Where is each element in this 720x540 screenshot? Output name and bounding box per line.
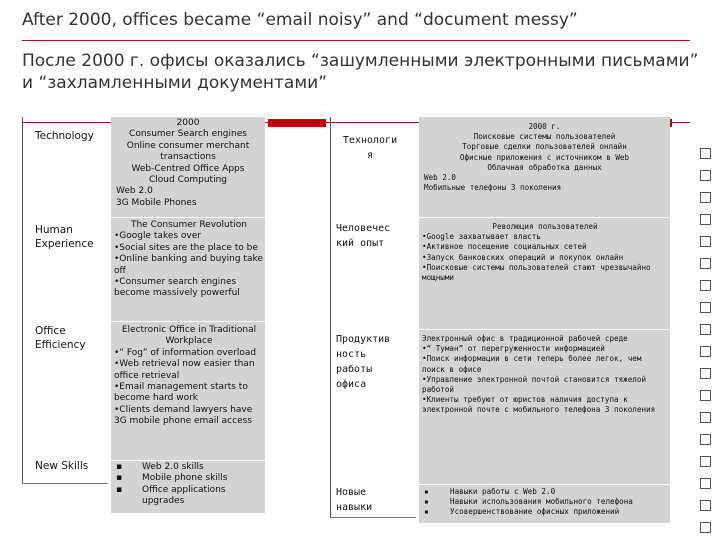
- title-divider: [22, 40, 690, 41]
- human-experience-cell: [114, 220, 264, 300]
- ru-tech-item: Web 2.0: [424, 173, 457, 183]
- human-item: •Social sites are the place to be: [114, 242, 258, 253]
- office-item: •Clients demand lawyers have 3G mobile phone email access: [114, 404, 253, 427]
- office-item: •Email management starts to become hard work: [114, 382, 248, 404]
- ru-office-item: •“ Туман” от перегруженности информацией: [422, 344, 605, 354]
- tech-item: Online consumer merchant transactions: [126, 140, 250, 163]
- ru-office-title: Электронный офис в традиционной рабочей среде: [422, 334, 628, 343]
- human-item: •Online banking and buying take off: [114, 254, 263, 276]
- ru-office-item: •Управление электронной почтой становится тяжелой работой: [422, 374, 647, 395]
- cell-divider: [111, 217, 265, 218]
- frame-square: [700, 280, 711, 291]
- tech-item: Consumer Search engines: [129, 129, 247, 140]
- frame-square: [700, 478, 711, 489]
- tech-item: Web 2.0: [116, 186, 153, 197]
- ru-row-label-new-skills: Новые навыки: [336, 487, 373, 513]
- technology-cell: [112, 118, 264, 209]
- row-label-office-efficiency: Office Efficiency: [35, 325, 86, 351]
- slide-title-russian: После 2000 г. офисы оказались “зашумленными электронными письмами” и “захламленными документами”: [22, 51, 699, 93]
- ru-human-item: •Поисковые системы пользователей стают чрезвычайно мощными: [422, 262, 651, 283]
- ru-year-header: 2000 г.: [528, 122, 561, 131]
- human-item: •Google takes over: [114, 231, 201, 242]
- office-title: Electronic Office in Traditional Workplace: [121, 325, 257, 347]
- human-title: The Consumer Revolution: [130, 220, 247, 230]
- year-header: 2000: [176, 118, 200, 128]
- frame-square: [700, 170, 711, 181]
- right-label-bracket: [330, 117, 337, 517]
- frame-square: [700, 500, 711, 511]
- ru-new-skills-cell: [422, 487, 668, 518]
- right-row-divider: [330, 517, 416, 518]
- frame-square: [700, 412, 711, 423]
- frame-square: [700, 214, 711, 225]
- ru-skill-item: ▪ Усовершенствование офисных приложений: [422, 507, 668, 517]
- ru-row-label-office-productivity: Продуктив ность работы офиса: [336, 334, 391, 390]
- frame-square: [700, 148, 711, 159]
- row-label-human-experience: Human Experience: [35, 224, 94, 250]
- ru-human-experience-cell: [422, 222, 668, 283]
- frame-square: [700, 390, 711, 401]
- skill-item: ▪ Office applications upgrades: [114, 485, 264, 508]
- ru-cell-divider: [419, 484, 670, 485]
- ru-office-item: •Клиенты требуют от юристов наличия доступа к электронной почте с мобильного телефона 3 поколения: [422, 395, 656, 415]
- ru-skill-item: ▪ Навыки использования мобильного телефона: [422, 497, 668, 507]
- frame-square: [700, 434, 711, 445]
- ru-cell-divider: [419, 217, 670, 218]
- frame-square: [700, 258, 711, 269]
- ru-office-item: •Поиск информации в сети теперь более легок, чем поиск в офисе: [422, 354, 642, 374]
- frame-square: [700, 368, 711, 379]
- row-label-new-skills: New Skills: [35, 460, 89, 472]
- ru-human-title: Революция пользователей: [492, 222, 598, 231]
- ru-office-productivity-cell: [422, 334, 668, 416]
- left-label-bracket: [22, 117, 29, 483]
- frame-square: [700, 236, 711, 247]
- tech-item: Cloud Computing: [149, 175, 227, 186]
- row-label-technology: Technology: [35, 130, 94, 142]
- frame-square: [700, 456, 711, 467]
- frame-square: [700, 302, 711, 313]
- header-accent-bar: [268, 119, 326, 127]
- frame-square: [700, 324, 711, 335]
- ru-human-item: •Запуск банковских операций и покупок онлайн: [422, 252, 624, 262]
- new-skills-cell: [114, 462, 264, 508]
- human-item: •Consumer search engines become massively powerful: [114, 277, 240, 299]
- ru-row-label-technology: Технологи я: [342, 135, 398, 161]
- ru-technology-cell: [421, 122, 668, 193]
- skill-item: ▪ Web 2.0 skills: [114, 462, 264, 473]
- frame-square: [700, 346, 711, 357]
- ru-tech-item: Торговые сделки пользователей онлайн: [462, 142, 627, 152]
- office-item: •Web retrieval now easier than office retrieval: [114, 359, 255, 381]
- ru-tech-item: Поисковые системы пользователей: [473, 132, 616, 142]
- ru-human-item: •Google захватывает власть: [422, 232, 541, 242]
- tech-item: Web-Centred Office Apps: [131, 163, 245, 174]
- skill-item: ▪ Mobile phone skills: [114, 473, 264, 484]
- tech-item: 3G Mobile Phones: [116, 197, 197, 208]
- ru-tech-item: Мобильные телефоны 3 поколения: [424, 183, 562, 193]
- cell-divider: [111, 460, 265, 461]
- left-row-divider: [22, 483, 108, 484]
- cell-divider: [111, 321, 265, 322]
- office-item: •“ Fog” of information overload: [114, 347, 257, 358]
- ru-cell-divider: [419, 329, 670, 330]
- slide-title-english: After 2000, offices became “email noisy” and “document messy”: [22, 10, 578, 30]
- ru-human-item: •Активное посещение социальных сетей: [422, 242, 587, 252]
- frame-square: [700, 192, 711, 203]
- office-efficiency-cell: [114, 325, 264, 428]
- ru-row-label-human-experience: Человечес кий опыт: [336, 223, 391, 249]
- ru-skill-item: ▪ Навыки работы с Web 2.0: [422, 487, 668, 497]
- frame-square: [700, 522, 711, 533]
- ru-tech-item: Облачная обработка данных: [487, 162, 602, 172]
- ru-tech-item: Офисные приложения с источником в Web: [459, 152, 630, 162]
